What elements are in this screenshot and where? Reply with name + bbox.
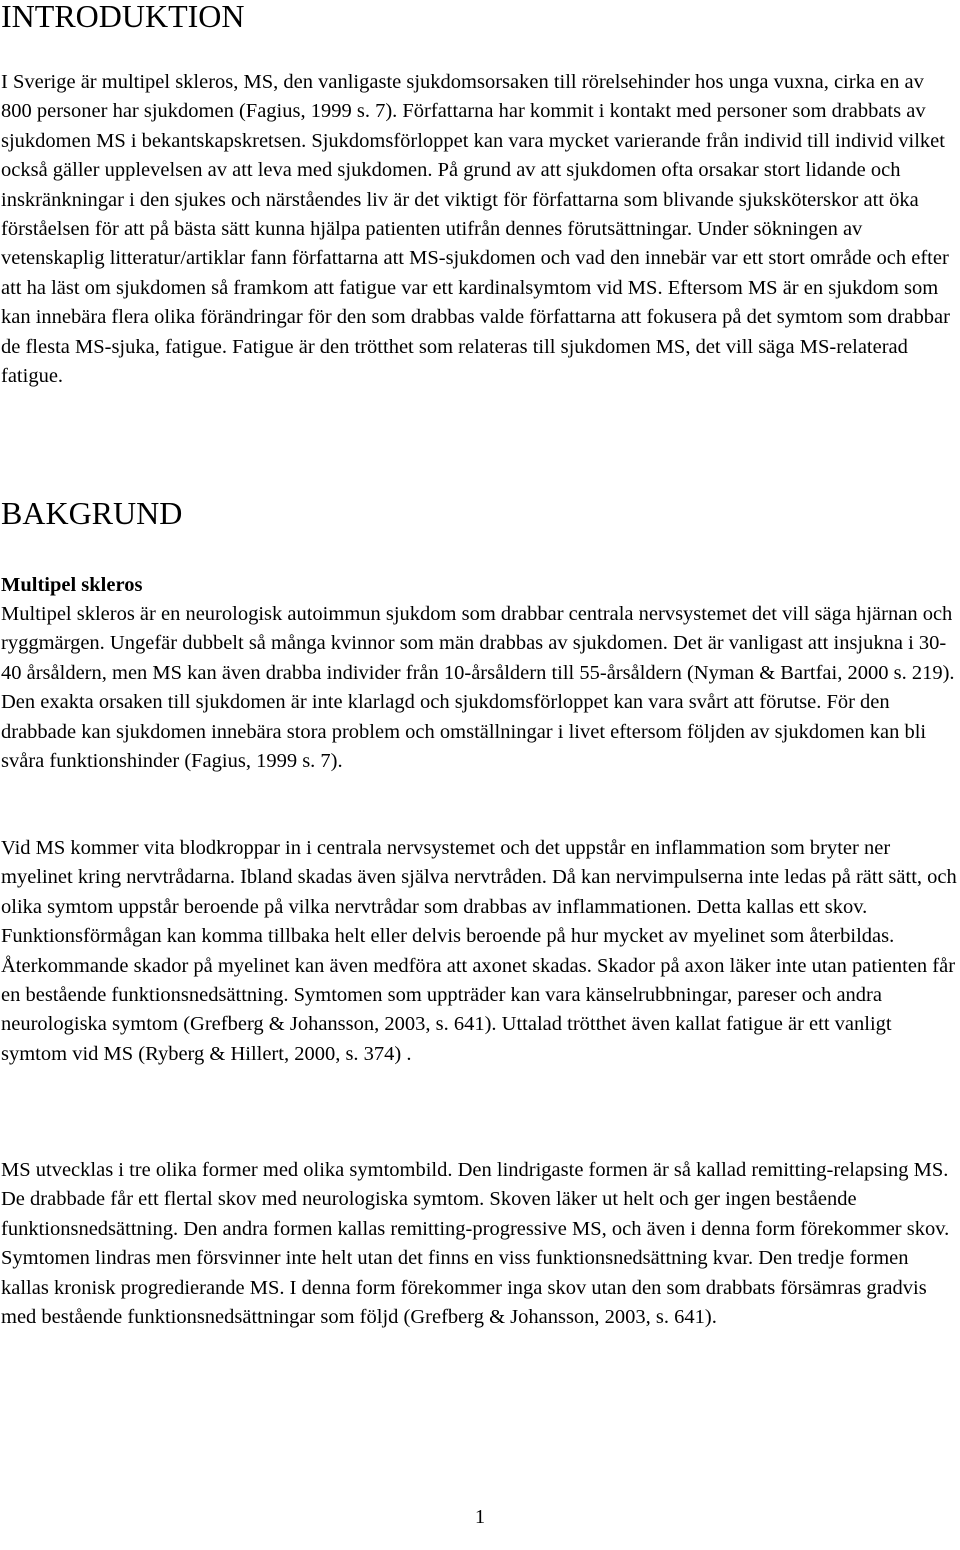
page-number: 1: [474, 1506, 486, 1528]
ms-paragraph-1: Multipel skleros är en neurologisk autoimmun sjukdom som drabbar centrala nervsystemet det vill säga hjärnan och ryggmärgen. Ungefär dubbelt så många kvinnor som män drabbas av sjukdomen. Det är vanligast att insjukna i 30-40 årsåldern, men MS kan även drabba individer från 10-årsåldern till 55-årsåldern (Nyman & Bartfai, 2000 s. 219). Den exakta orsaken till sjukdomen är inte klarlagd och sjukdomsförloppet kan vara svårt att förutse. För den drabbade kan sjukdomen innebära stora problem och omställningar i livet eftersom följden av sjukdomen kan bli svåra funktionshinder (Fagius, 1999 s. 7).: [1, 603, 955, 773]
ms-paragraph-3: MS utvecklas i tre olika former med olika symtombild. Den lindrigaste formen är så kallad remitting-relapsing MS. De drabbade får ett flertal skov med neurologiska symtom. Skoven läker ut helt och ger ingen bestående funktionsnedsättning. Den andra formen kallas remitting-progressive MS, och även i denna form förekommer skov. Symtomen lindras men försvinner inte helt utan det finns en viss funktionsnedsättning kvar. Den tredje formen kallas kronisk progredierande MS. I denna form förekommer inga skov utan den som drabbats försämras gradvis med bestående funktionsnedsättningar som följd (Grefberg & Johansson, 2003, s. 641).: [1, 1159, 950, 1329]
ms-subheading: Multipel skleros: [1, 574, 143, 596]
background-heading: BAKGRUND: [1, 495, 183, 531]
intro-paragraph: I Sverige är multipel skleros, MS, den vanligaste sjukdomsorsaken till rörelsehinder hos unga vuxna, cirka en av 800 personer har sjukdomen (Fagius, 1999 s. 7). Författarna har kommit i kontakt med personer som drabbats av sjukdomen MS i bekantskapskretsen. Sjukdomsförloppet kan vara mycket varierande från individ till individ vilket också gäller upplevelsen av att leva med sjukdomen. På grund av att sjukdomen ofta orsakar stort lidande och inskränkningar i den sjukes och närståendes liv är det viktigt för författarna som blivande sjuksköterskor att öka förståelsen för att på bästa sätt kunna hjälpa patienten utifrån dennes förutsättningar. Under sökningen av vetenskaplig litteratur/artiklar fann författarna att MS-sjukdomen och vad den innebär var ett stort område och efter att ha läst om sjukdomen så framkom att fatigue var ett kardinalsymtom vid MS. Eftersom MS är en sjukdom som kan innebära flera olika förändringar för den som drabbas valde författarna att fokusera på det symtom som drabbar de flesta MS-sjuka, fatigue. Fatigue är den trötthet som relateras till sjukdomen MS, det vill säga MS-relaterad fatigue.: [1, 71, 950, 388]
ms-paragraph-2: Vid MS kommer vita blodkroppar in i centrala nervsystemet och det uppstår en inflammation som bryter ner myelinet kring nervtrådarna. Ibland skadas även själva nervtråden. Då kan nervimpulserna inte ledas på rätt sätt, och olika symtom uppstår beroende på vilka nervtrådar som drabbas av inflammationen. Detta kallas ett skov. Funktionsförmågan kan komma tillbaka helt eller delvis beroende på hur mycket av myelinet som återbildas. Återkommande skador på myelinet kan även medföra att axonet skadas. Skador på axon läker inte utan patienten får en bestående funktionsnedsättning. Symtomen som uppträder kan vara känselrubbningar, pareser och andra neurologiska symtom (Grefberg & Johansson, 2003, s. 641). Uttalad trötthet även kallat fatigue är ett vanligt symtom vid MS (Ryberg & Hillert, 2000, s. 374) .: [1, 837, 957, 1065]
intro-heading: INTRODUKTION: [1, 0, 245, 34]
